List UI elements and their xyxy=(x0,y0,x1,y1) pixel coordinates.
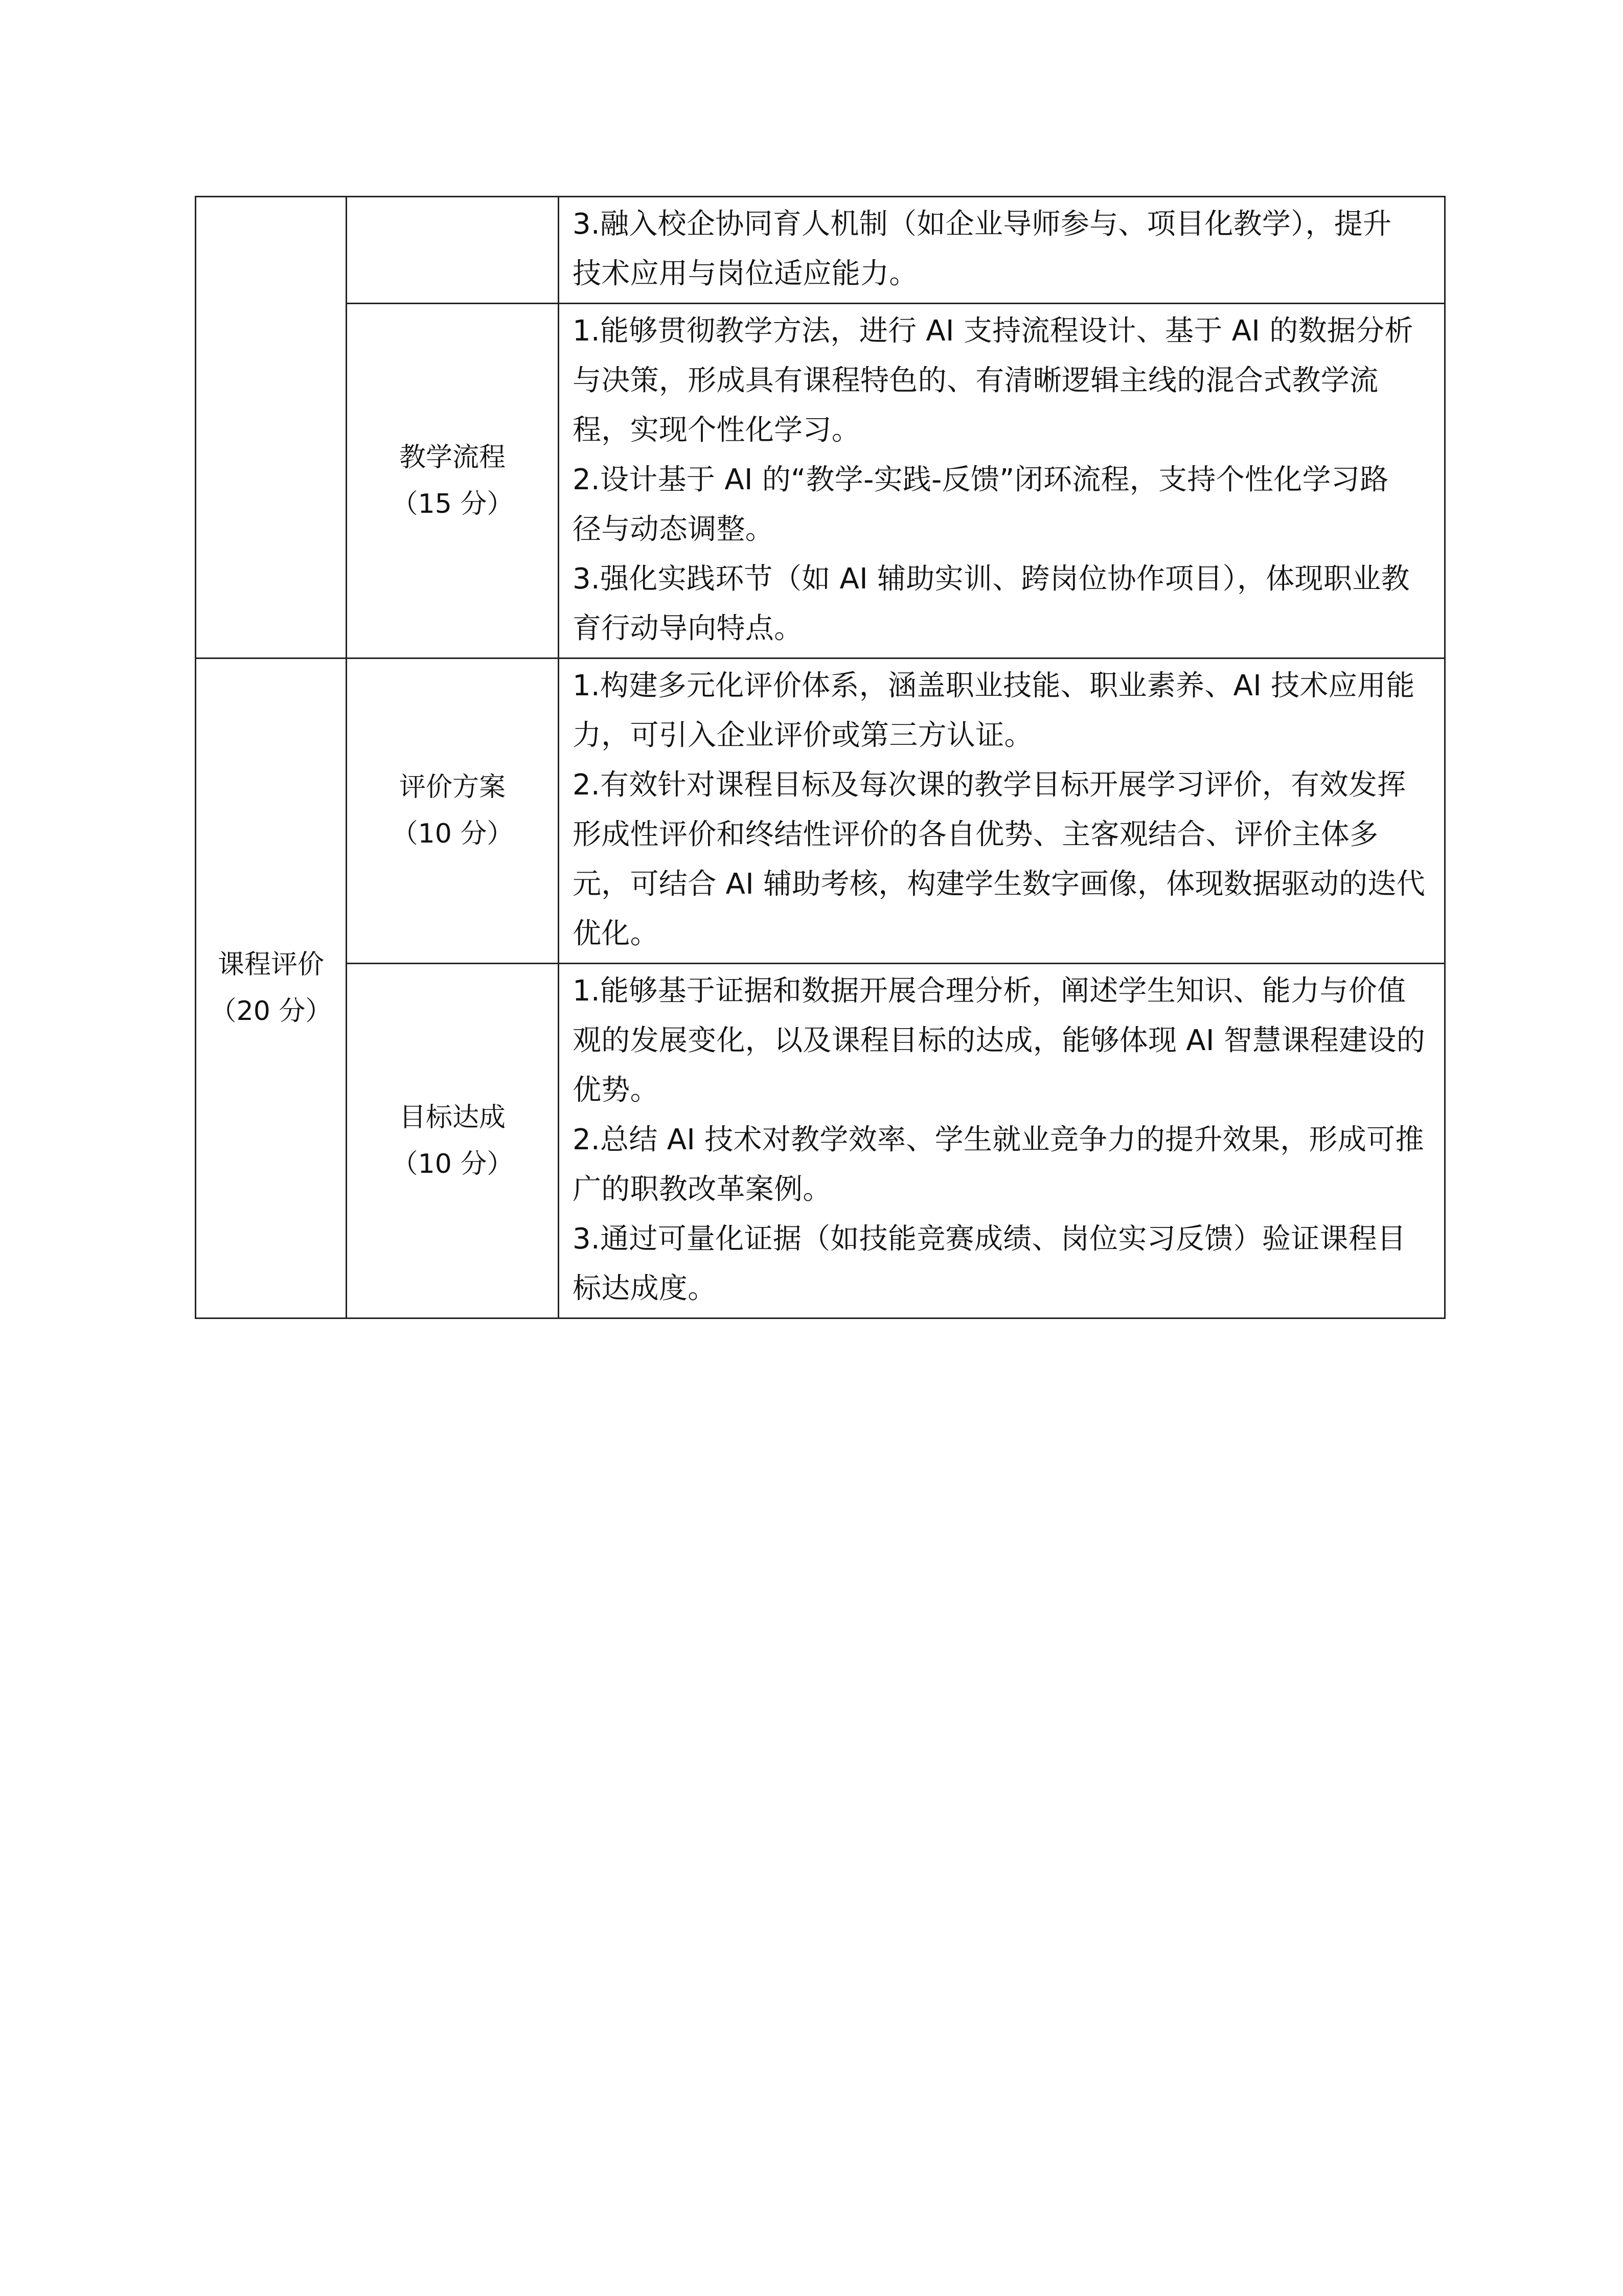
criteria-line: 1.能够贯彻教学方法，进行 AI 支持流程设计、基于 AI 的数据分析 xyxy=(573,314,1413,348)
criteria-cell xyxy=(559,197,1445,304)
subcategory-cell xyxy=(347,304,559,658)
subcategory-name: 教学流程 xyxy=(399,442,506,473)
criteria-line: 3.融入校企协同育人机制（如企业导师参与、项目化教学），提升 xyxy=(573,208,1392,241)
category-cell-empty xyxy=(196,197,347,658)
criteria-line: 观的发展变化，以及课程目标的达成，能够体现 AI 智慧课程建设的 xyxy=(573,1024,1426,1057)
criteria-cell xyxy=(559,304,1445,658)
criteria-line: 径与动态调整。 xyxy=(573,513,774,546)
criteria-line: 1.能够基于证据和数据开展合理分析，阐述学生知识、能力与价值 xyxy=(573,974,1406,1008)
criteria-line: 程，实现个性化学习。 xyxy=(573,414,860,447)
criteria-line: 形成性评价和终结性评价的各自优势、主客观结合、评价主体多 xyxy=(573,818,1379,851)
subcategory-cell xyxy=(347,964,559,1319)
criteria-cell xyxy=(559,658,1445,964)
criteria-line: 标达成度。 xyxy=(573,1272,717,1305)
criteria-line: 2.总结 AI 技术对教学效率、学生就业竞争力的提升效果，形成可推 xyxy=(573,1123,1424,1156)
criteria-line: 技术应用与岗位适应能力。 xyxy=(573,257,918,290)
criteria-line: 2.设计基于 AI 的“教学-实践-反馈”闭环流程，支持个性化学习路 xyxy=(573,463,1389,496)
subcategory-cell-empty xyxy=(347,197,559,304)
criteria-cell xyxy=(559,964,1445,1319)
subcategory-score: （15 分） xyxy=(391,488,514,519)
subcategory-score: （10 分） xyxy=(391,1148,514,1179)
criteria-line: 1.构建多元化评价体系，涵盖职业技能、职业素养、AI 技术应用能 xyxy=(573,669,1415,702)
category-name: 课程评价 xyxy=(217,949,324,980)
criteria-line: 力，可引入企业评价或第三方认证。 xyxy=(573,719,1033,752)
subcategory-score: （10 分） xyxy=(391,819,514,849)
subcategory-name: 评价方案 xyxy=(399,772,506,803)
subcategory-cell xyxy=(347,658,559,964)
criteria-line: 优势。 xyxy=(573,1074,659,1107)
category-cell xyxy=(196,658,347,1319)
rubric-table xyxy=(195,196,1446,1319)
subcategory-name: 目标达成 xyxy=(399,1102,506,1133)
table-row xyxy=(196,197,1445,304)
table-row xyxy=(196,304,1445,658)
criteria-line: 广的职教改革案例。 xyxy=(573,1173,832,1206)
table-row xyxy=(196,658,1445,964)
criteria-line: 育行动导向特点。 xyxy=(573,612,803,645)
criteria-line: 与决策，形成具有课程特色的、有清晰逻辑主线的混合式教学流 xyxy=(573,364,1379,397)
criteria-line: 3.通过可量化证据（如技能竞赛成绩、岗位实习反馈）验证课程目 xyxy=(573,1222,1406,1256)
criteria-line: 元，可结合 AI 辅助考核，构建学生数字画像，体现数据驱动的迭代 xyxy=(573,868,1426,901)
criteria-line: 优化。 xyxy=(573,917,659,950)
criteria-line: 3.强化实践环节（如 AI 辅助实训、跨岗位协作项目），体现职业教 xyxy=(573,562,1410,596)
table-row xyxy=(196,964,1445,1319)
criteria-line: 2.有效针对课程目标及每次课的教学目标开展学习评价，有效发挥 xyxy=(573,768,1406,802)
category-score: （20 分） xyxy=(210,996,332,1027)
